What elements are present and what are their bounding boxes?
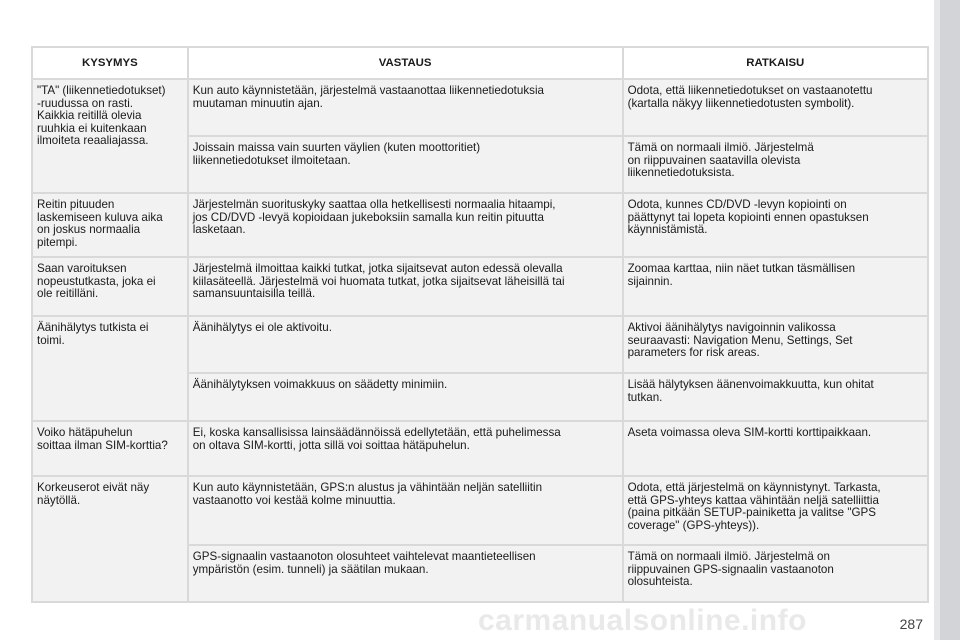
question-text: Reitin pituuden laskemiseen kuluva aika on joskus normaalia pitempi. — [37, 198, 163, 249]
table-row — [33, 80, 927, 135]
question-text: Äänihälytys tutkista ei toimi. — [37, 321, 149, 347]
solution-cell — [624, 258, 927, 315]
solution-cell — [624, 137, 927, 192]
solution-text: Tämä on normaali ilmiö. Järjestelmä on riippuvainen GPS-signaalin vastaanoton olosuhteista. — [627, 550, 834, 589]
question-text: "TA" (liikennetiedotukset) -ruudussa on rasti. Kaikkia reitillä olevia ruuhkia ei kuitenkaan ilmoiteta reaaliajassa. — [37, 84, 166, 148]
question-cell — [33, 317, 187, 420]
solution-cell — [624, 374, 927, 420]
answer-cell — [189, 477, 622, 544]
header-row — [33, 48, 927, 78]
header-solution: RATKAISU — [624, 48, 927, 78]
answer-text: Äänihälytyksen voimakkuus on säädetty minimiin. — [192, 378, 448, 391]
answer-text: Kun auto käynnistetään, GPS:n alustus ja vähintään neljän satelliitin vastaanotto voi kestää kolme minuuttia. — [192, 481, 543, 507]
solution-cell — [624, 477, 927, 544]
solution-text: Lisää hälytyksen äänenvoimakkuutta, kun ohitat tutkan. — [627, 378, 874, 404]
solution-text: Odota, että järjestelmä on käynnistynyt. Tarkasta, että GPS-yhteys kattaa vähintään neljä satelliittia (paina pitkään SETUP-painiketta ja valitse "GPS coverage" (GPS-yhteys)). — [627, 481, 881, 532]
solution-cell — [624, 422, 927, 475]
question-cell — [33, 258, 187, 315]
table-row — [33, 477, 927, 544]
page-edge-strip — [940, 0, 960, 640]
table-row — [33, 258, 927, 315]
solution-text: Aktivoi äänihälytys navigoinnin valikossa seuraavasti: Navigation Menu, Settings, Set parameters for risk areas. — [627, 321, 853, 360]
answer-cell — [189, 374, 622, 420]
answer-cell — [189, 422, 622, 475]
answer-cell — [189, 317, 622, 372]
solution-text: Odota, että liikennetiedotukset on vastaanotettu (kartalla näkyy liikennetiedotusten symbolit). — [627, 84, 873, 110]
answer-text: Järjestelmän suorituskyky saattaa olla hetkellisesti normaalia hitaampi, jos CD/DVD -levyä kopioidaan jukeboksiin samalla kun reitin pituutta lasketaan. — [192, 198, 556, 237]
answer-text: Ei, koska kansallisissa lainsäädännöissä edellytetään, että puhelimessa on oltava SIM-kortti, jotta sillä voi soittaa hätäpuhelun. — [192, 426, 561, 452]
answer-cell — [189, 258, 622, 315]
answer-text: GPS-signaalin vastaanoton olosuhteet vaihtelevat maantieteellisen ympäristön (esim. tunneli) ja säätilan mukaan. — [192, 550, 536, 576]
answer-cell — [189, 194, 622, 256]
solution-text: Aseta voimassa oleva SIM-kortti korttipaikkaan. — [627, 426, 872, 439]
question-text: Voiko hätäpuhelun soittaa ilman SIM-korttia? — [37, 426, 168, 452]
solution-text: Zoomaa karttaa, niin näet tutkan täsmällisen sijainnin. — [627, 262, 856, 288]
header-question: KYSYMYS — [33, 48, 187, 78]
page-number: 287 — [899, 616, 923, 632]
header-answer: VASTAUS — [189, 48, 622, 78]
answer-cell — [189, 546, 622, 601]
question-text: Saan varoituksen nopeustutkasta, joka ei ole reitilläni. — [37, 262, 156, 301]
table-body — [33, 80, 927, 601]
solution-cell — [624, 546, 927, 601]
faq-table — [31, 46, 929, 603]
answer-cell — [189, 80, 622, 135]
answer-text: Joissain maissa vain suurten väylien (kuten moottoritiet) liikennetiedotukset ilmoitetaan. — [192, 141, 481, 167]
table-row — [33, 194, 927, 256]
question-cell — [33, 80, 187, 192]
table-row — [33, 422, 927, 475]
answer-text: Kun auto käynnistetään, järjestelmä vastaanottaa liikennetiedotuksia muutaman minuutin ajan. — [192, 84, 544, 110]
table-header — [33, 48, 927, 78]
answer-text: Äänihälytys ei ole aktivoitu. — [192, 321, 332, 334]
solution-cell — [624, 317, 927, 372]
question-cell — [33, 194, 187, 256]
question-cell — [33, 477, 187, 601]
answer-text: Järjestelmä ilmoittaa kaikki tutkat, jotka sijaitsevat auton edessä olevalla kiilasäteellä. Järjestelmä voi huomata tutkat, jotka sijaitsevat läheisillä tai samansuuntaisilla teillä. — [192, 262, 565, 301]
solution-text: Tämä on normaali ilmiö. Järjestelmä on riippuvainen saatavilla olevista liikennetiedotuksista. — [627, 141, 814, 180]
watermark: carmanualsonline.info — [478, 604, 807, 637]
solution-cell — [624, 80, 927, 135]
solution-text: Odota, kunnes CD/DVD -levyn kopiointi on päättynyt tai lopeta kopiointi ennen opastuksen käynnistämistä. — [627, 198, 869, 237]
table-row — [33, 317, 927, 372]
question-text: Korkeuserot eivät näy näytöllä. — [37, 481, 150, 507]
solution-cell — [624, 194, 927, 256]
answer-cell — [189, 137, 622, 192]
question-cell — [33, 422, 187, 475]
